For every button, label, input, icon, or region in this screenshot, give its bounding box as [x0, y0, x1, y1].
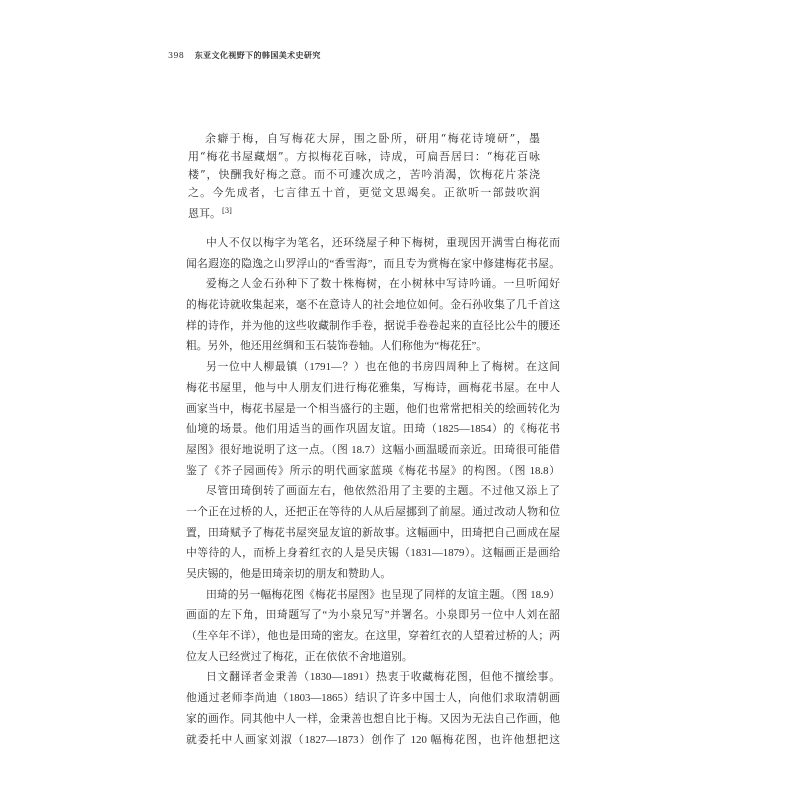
running-title: 东亚文化视野下的韩国美术史研究 — [194, 50, 321, 60]
body-line: 中人不仅以梅字为笔名，还环绕屋子种下梅树，重现因开满雪白梅花而 — [206, 237, 560, 249]
body-line: 画家当中，梅花书屋是一个相当盛行的主题，他们也常常把相关的绘画转化为 — [186, 402, 560, 415]
body-paragraph — [186, 274, 560, 357]
body-line: 爱梅之人金石孙种下了数十株梅树，在小树林中写诗吟诵。一旦听闻好 — [206, 278, 560, 291]
body-line: 梅花书屋里，他与中人朋友们进行梅花雅集，写梅诗，画梅花书屋。在中人 — [186, 381, 560, 394]
body-line: 日文翻译者金秉善（1830—1891）热衷于收藏梅花图，但他不擅绘事。 — [206, 671, 560, 684]
block-quote — [188, 130, 540, 220]
quote-line-text: 恩耳。 — [188, 207, 221, 220]
body-paragraph — [186, 233, 560, 274]
body-line: 另一位中人柳最镇（1791—？）也在他的书房四周种上了梅树。在这间 — [206, 361, 560, 374]
page-number: 398 — [168, 51, 185, 60]
body-line: 就委托中人画家刘淑（1827—1873）创作了 120 幅梅花图，也许他想把这 — [186, 733, 560, 746]
body-line: 屋图》很好地说明了这一点。（图 18.7）这幅小画温暖而亲近。田琦很可能借 — [186, 443, 560, 456]
body-line: 置，田琦赋予了梅花书屋突显友谊的新故事。这幅画中，田琦把自己画成在屋 — [186, 526, 560, 539]
running-header — [168, 50, 321, 61]
body-paragraph — [186, 357, 560, 481]
body-line: 家的画作。同其他中人一样，金秉善也想自比于梅。又因为无法自己作画，他 — [186, 712, 560, 725]
body-line: 吴庆锡的，他是田琦亲切的朋友和赞助人。 — [186, 568, 392, 580]
quote-line: 用“梅花书屋藏烟”。方拟梅花百咏，诗成，可扁吾居曰：“梅花百咏 — [188, 150, 540, 163]
quote-line: 之。今先成者，七言律五十首，更觉文思竭矣。正欲听一部鼓吹润 — [188, 186, 540, 199]
body-line: 闻名遐迩的隐逸之山罗浮山的“香雪海”，而且专为赏梅在家中修建梅花书屋。 — [186, 257, 560, 270]
body-line: 鉴了《芥子园画传》所示的明代画家蓝瑛《梅花书屋》的构图。（图 18.8） — [186, 464, 560, 477]
body-line: 样的诗作，并为他的这些收藏制作手卷，据说手卷卷起来的直径比公牛的腰还 — [186, 319, 560, 332]
body-line: 粗。另外，他还用丝绸和玉石装饰卷轴。人们称他为“梅花狂”。 — [186, 340, 488, 353]
body-text — [186, 233, 560, 750]
body-line: 他通过老师李尚迪（1803—1865）结识了许多中国士人，向他们求取清朝画 — [186, 692, 560, 705]
body-line: 尽管田琦倒转了画面左右，他依然沿用了主要的主题。不过他又添上了 — [206, 485, 560, 498]
body-line: 田琦的另一幅梅花图《梅花书屋图》也呈现了同样的友谊主题。（图 18.9） — [206, 588, 560, 601]
body-line: 位友人已经赏过了梅花，正在依依不舍地道别。 — [186, 650, 413, 663]
quote-last-line — [188, 202, 540, 220]
quote-line: 楼”，快酬我好梅之意。而不可遽次成之，苦吟消渴，饮梅花片茶浇 — [188, 168, 540, 181]
body-paragraph — [186, 585, 560, 668]
body-paragraph — [186, 481, 560, 584]
body-paragraph — [186, 667, 560, 750]
body-line: 的梅花诗就收集起来，毫不在意诗人的社会地位如何。金石孙收集了几千首这 — [186, 299, 560, 312]
body-line: （生卒年不详），他也是田琦的密友。在这里，穿着红衣的人望着过桥的人；两 — [186, 630, 560, 643]
footnote-reference: [3] — [222, 207, 232, 215]
body-line: 一个正在过桥的人，还把正在等待的人从后屋挪到了前屋。通过改动人物和位 — [186, 505, 560, 518]
body-line: 中等待的人，而桥上身着红衣的人是吴庆锡（1831—1879）。这幅画正是画给 — [186, 547, 560, 560]
body-line: 仙境的场景。他们用适当的画作巩固友谊。田琦（1825—1854）的《梅花书 — [186, 423, 560, 436]
quote-line: 余癖于梅，自写梅花大屏，围之卧所，研用“梅花诗境研”，墨 — [205, 132, 540, 145]
body-line: 画面的左下角，田琦题写了“为小泉兄写”并署名。小泉即另一位中人刘在韶 — [186, 609, 560, 622]
